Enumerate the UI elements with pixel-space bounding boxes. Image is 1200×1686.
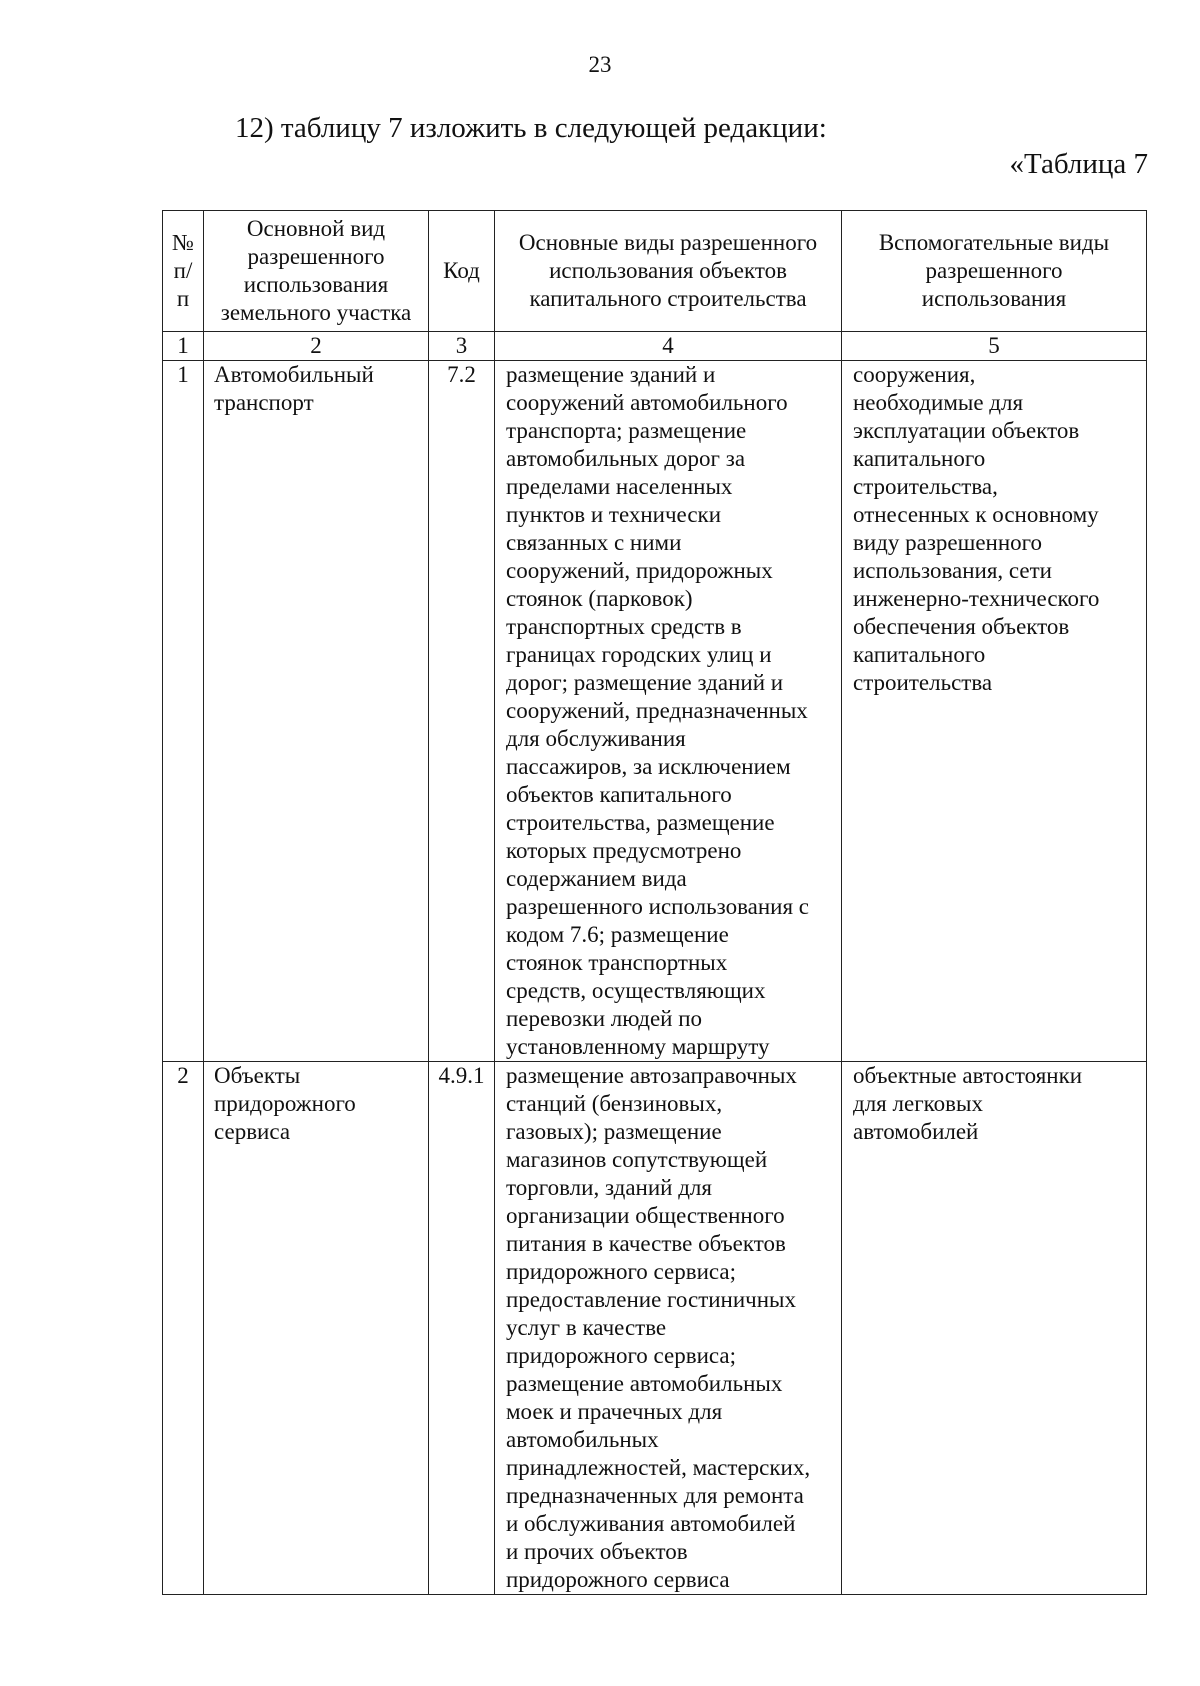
- header-main-uses: Основные виды разрешенного использования объектов капитального строительства: [495, 211, 842, 332]
- column-number-row: [163, 332, 1147, 361]
- page-number: 23: [588, 52, 612, 77]
- column-number: 1: [163, 332, 204, 361]
- header-aux-uses: Вспомогательные виды разрешенного использования: [842, 211, 1147, 332]
- row-main-uses: размещение зданий и сооружений автомобильного транспорта; размещение автомобильных дорог за пределами населенных пунктов и технически связанных с ними сооружений, придорожных стоянок (парковок) транспортных средств в границах городских улиц и дорог; размещение зданий и сооружений, предназначенных для обслуживания пассажиров, за исключением объектов капитального строительства, размещение которых предусмотрено содержанием вида разрешенного использования с кодом 7.6; размещение стоянок транспортных средств, осуществляющих перевозки людей по установленному маршруту: [495, 361, 842, 1062]
- column-number: 4: [495, 332, 842, 361]
- header-num: № п/п: [163, 211, 204, 332]
- row-code: 7.2: [429, 361, 495, 1062]
- land-use-table: [162, 210, 1147, 1595]
- table-row: [163, 1062, 1147, 1595]
- row-aux-uses: сооружения, необходимые для эксплуатации объектов капитального строительства, отнесенных к основному виду разрешенного использования, сети инженерно-технического обеспечения объектов капитального строительства: [842, 361, 1147, 1062]
- instruction-text: 12) таблицу 7 изложить в следующей редакции:: [235, 112, 827, 144]
- row-land-use-name: Объекты придорожного сервиса: [204, 1062, 429, 1595]
- header-code: Код: [429, 211, 495, 332]
- header-main-land-use: Основной вид разрешенного использования земельного участка: [204, 211, 429, 332]
- column-number: 2: [204, 332, 429, 361]
- row-num: 1: [163, 361, 204, 1062]
- row-num: 2: [163, 1062, 204, 1595]
- header-row: [163, 211, 1147, 332]
- table-row: [163, 361, 1147, 1062]
- column-number: 5: [842, 332, 1147, 361]
- row-aux-uses: объектные автостоянки для легковых автомобилей: [842, 1062, 1147, 1595]
- row-main-uses: размещение автозаправочных станций (бензиновых, газовых); размещение магазинов сопутствующей торговли, зданий для организации общественного питания в качестве объектов придорожного сервиса; предоставление гостиничных услуг в качестве придорожного сервиса; размещение автомобильных моек и прачечных для автомобильных принадлежностей, мастерских, предназначенных для ремонта и обслуживания автомобилей и прочих объектов придорожного сервиса: [495, 1062, 842, 1595]
- row-land-use-name: Автомобильный транспорт: [204, 361, 429, 1062]
- table-caption: «Таблица 7: [1009, 148, 1148, 180]
- column-number: 3: [429, 332, 495, 361]
- row-code: 4.9.1: [429, 1062, 495, 1595]
